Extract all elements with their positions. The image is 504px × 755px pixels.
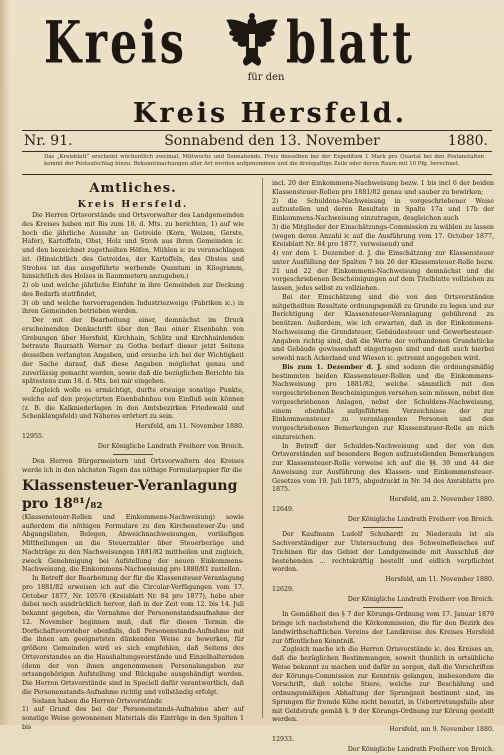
article-separator [363,607,403,608]
issue-number: Nr. 91. [24,133,73,149]
article-paragraph: Zugleich wolle es ermächtigt, durfte etwaige sonstige Punkte, welche auf den projectirten Eisenbahnbau von Einfluß sein können (z. B. die Kalkniederlagen in den Amtsbezirken Friedewald und Schenklengsfeld) und Näheres erörtert zu sein. [22,387,244,421]
article-paragraph: 3) ob und welche hervorragenden Industriezweige (Fabriken ic.) in ihren Gemeinden betrieben werden. [22,299,244,316]
issue-date: Sonnabend den 13. November [164,133,380,149]
article-paragraph: In Gemäßheit des § 7 der Körungs-Ordnung vom 17. Januar 1879 bringe ich nachstehend die Körkommission, die für den Bezirk des landwirthschaftlichen Vereins der Landkreise des Kreises Hersfeld zur öffentlichen Kenntniß. [272,611,494,645]
deadline-emphasis: Bis zum 1. Dezember d. J. [282,363,382,371]
signature-name: Der Königliche Landrath Freiherr von Broich. [347,595,494,603]
article-paragraph: Sodann haben die Herren Ortsvorstände [32,697,163,705]
signature-name: Der Königliche Landrath Freiherr von Broich. [347,515,494,523]
article-paragraph: In Betreff der Schulden-Nachweisung und der von den Ortsvorständen auf besondere Bogen aufzustellenden Bemerkungen zur Klassensteuer-Rolle verweise ich auf die §§. 39 und 44 der Anweisung zur Ausführung des Klassen- und Einkommensteuer-Gesetzes vom 19. Juli 1875, abgedruckt in Nr. 34 des Amtsblatts pro 1875. [272,442,494,494]
article-paragraph: 3) die Mitglieder der Einschätzungs-Commission zu wählen zu lassen (wegen deren Anzahl ic auf die Ausführung vom 17. October 1877, Kreisblatt Nr. 84 pro 1877, verweisend) und [272,223,494,249]
dateline-rule [22,151,492,152]
article-paragraph: Zugleich mache ich die Herren Ortsvorstände ic. des Kreises an, daß die bezüglichen Bestimmungen, soweit thunlich in ortsübliche Weise bekannt zu machen und dafür zu sorgen, daß die Vorschriften der Körungs-Commission zur Kenntnis gelangen, insbesondere die Vorschrift, daß solche Stiere, welche zur Beschälung und ordnungsmäßigen Abhaltung der Sprungzeit bestimmt sind, im Sprungen für fremde Kühe nicht benutzt, in Uebertretungsfalle aber mit Geldstrafe gemäß §. 9 der Körungs-Ordnung zur Körung gestellt werden. [272,646,494,724]
article-paragraph-text: sind sodann die ordnungsmäßig bestimmten beiden Klassensteuer-Rollen und die Einkommens-Nachweisung pro 1881/82, welche sämmtlich mit den vorgeschriebenen Bescheinigungen versehen sein müssen, nebst den vorgeschriebenen Anlagen, nebst der Schuldens-Nachweisung, einem ebenfalls aufgeführten Verzeichnisse der zur Einkommensteuer zu veranlagenden Personen und den vorgeschriebenen Bemerkungen zur Klassensteuer-Rolle an mich einzureichen. [272,363,494,441]
notice-rule [22,174,492,175]
article-paragraph: Der Kaufmann Ludolf Schuhardt zu Niederaula ist als Sachverständiger zur Untersuchung des Schweinefleisches auf Trichinen für das Gebiet der Landgemeinde mit Ausschluß der bestehenden ... rechtskräftig bestellt und eidlich verpflichtet worden. [272,531,494,574]
signature-name: Der Königliche Landrath Freiherr von Broich. [347,745,494,753]
article-paragraph: 4) vor dem 1. Dezember d. J. die Einschätzung zur Klassensteuer unter Ausfüllung der Spalten 7 bis 26 der Klassensteuer-Rolle bezw. 21 und 22 der Einkommens-Nachweisung demnächst und die vorgeschriebenen Bescheinigungen auf dem Titelblatte vollziehen zu lassen, jedes selbst zu vollziehen. [272,250,494,292]
page-edge-shadow [0,0,10,725]
subscription-notice: Das „Kreisblatt“ erscheint wöchentlich zweimal, Mittwochs und Sonnabends. Preis desselben bei der Expedition 1 Mark pro Quartal bei den Postanstalten kommt der Postaufschlag hinzu. Bekanntmachungen aller Art werden aufgenommen und die dreispaltige Zeile oder deren Raum mit 10 Pfg. berechnet. [44,154,484,167]
masthead [40,6,490,98]
signature-date: Hersfeld, am 11. November 1880. [135,423,244,430]
section-subheading-kreis: Kreis Hersfeld. [77,199,189,210]
article-paragraph: 1) auf Grund des bei der Personenstands-Aufnahme aber auf sonstige Weise gewonnenen Materials die Einträge in den Spalten 1 bis [22,706,244,731]
masthead-kreis-name: Kreis Hersfeld. [132,98,408,129]
article-paragraph: incl. 20 der Einkommens-Nachweisung bezw. 1 bis incl 6 der beiden Klassensteuer-Rollen pro 1881/82 genau und sauber zu bewirken; [272,180,494,196]
signature-date: Hersfeld, am 2. November 1880. [389,496,494,503]
column-right [272,180,494,755]
article-paragraph [272,364,494,443]
column-left [22,180,244,733]
article-separator [113,454,153,455]
masthead-fuer-den: für den [247,72,285,83]
article-separator [363,527,403,528]
signature-number: 12933. [272,735,295,743]
article-paragraph: Die Herren Ortsvorstände und Ortsvorwalter des Landgemeinden des Kreises haben mit Bis zum 18. d. Mts. zu berichten, 1) auf wie hoch die jährliche Aussuhr an Getreide (Korn, Weizen, Gerste, Hafer), Kartoffeln, Obst, Holz und Stroh aus ihren Gemeinden ic. und den bezeichnet zugetheilten Höfen, Mühlen ic zu veranschlagen ist. (Hinsichtlich des Getreides, der Kartoffeln, des Obstes und Strohes ist das ausgeführte werbende Quantum in Kilogramm, hinsichtlich des Holzes in Raummetern anzugeben.) [22,212,244,281]
article-paragraph: Der mit der Bearbeitung einer, demnächst im Druck erscheinenden Denkschrift über den Bau einer Eisenbahn von Grebungen über Hersfeld, Kirchhain, Schlitz und Kirchhainlenden betraute Bauraath Werner zu Gotha bedarf dieser jetzt Seitens desselben verlangten Angaben, und ersuche ich bei der Wichtigkeit der Sache darauf, daß diese Angaben möglichst genau und zuverlässig gemacht werden, sowie daß die bezüglichen Berichte bis spätestens zum 18. d. Mts. bei mir eingehen. [22,317,244,386]
masthead-title-left: Kreis [44,10,187,78]
signature-number: 12629. [272,585,295,593]
signature-date: Hersfeld, am 11. November 1880. [385,576,494,583]
issue-dateline [22,133,492,151]
article-paragraph: In Betreff der Bearbeitung der für die Klassensteuer-Veranlagung pro 1881/82 erweisen ich auf die Circular-Verfügungen vom 17. October 1877, Nr. 10576 (Kreisblatt Nr. 84 pro 1877), hebe aber dabei noch ausdrücklich hervor, daß in der Zeit vom 12. bis 14. Juli bekannt gegeben, die Vornahme der Personenstandsaufnahme der 12. November beginnen muß, daß für diesen Termin die Dorfschaftsvorsteher ebenfalls, daß Personenstands-Aufnahme mit die ihnen am geeignetsten dünkenden Weise zu bewerken, für größere Gemeinden wird es sich empfehlen, daß Seitens des Ortsvorstandes an die Haushaltungsvorstände und Einzelhalternden (denn der von ihnen angenommenen Personalangaben zur ortsangehörigen Aufstellung und Rückgabe ausgehändigt werden. Die Herren Ortsvorstände sind in Speciell dafür verantwortlich, daß die Personenstands-Aufnahme richtig und vollständig erfolgt. [22,575,244,696]
issue-year: 1880. [447,133,488,149]
section-heading-amtliches: Amtliches. [89,181,177,196]
signature-date: Hersfeld, am 9. November 1880. [389,726,494,733]
masthead-title-right: blatt [286,10,415,78]
klassensteuer-heading: Klassensteuer-Veranlagung pro 18⁸¹/₈₂ [22,477,238,512]
article-paragraph: 2) ob und welche jährliche Einfuhr in ihre Gemeinden zur Deckung des Bedarfs stattfindet, [22,282,244,298]
article-paragraph: Bei der Einschätzung sind die von den Ortsvorständen mitgetheilten Resultate ordnungsgemäß zu Grunde zu legen und zur Berichtigung der Klassensteuer-Veranlagung gebührend zu benützen. Außerdem, wie ich erwarten, daß in der Einkommens-Nachweisung die Grundsteuer, Gebäudesteuer und Gewerbesteuer-Angaben richtig sind, daß die Werte der vorhandenen Grundstücke und Gebäude gewissenhaft eingetragen sind und daß auch hierbei sowohl nach Ackerland und Wiesen ic. getrennt angegeben wird. [272,293,494,362]
article-paragraph: Den Herren Bürgermeistern und Ortsvorwaltern des Kreises werde ich in den nächsten Tagen das nöthige Formularpapier für die [22,458,244,474]
signature-number: 12955. [22,432,45,440]
article-paragraph: (Klassensteuer-Rollen und Einkommens-Nachweisung) sowie außerdem die nöthigen Formulare zu den Kirchensteuer-Zu- und Abgangslisten, Belegen, Abweichnachweisungen, vorläufigen Mittheilungen an die Steuerzahler über Steuerbezüge und Nachträge zu den Nachweisungen 1881/82 mittheilen und zugleich, zweck Genehmigung bei Aufstellung der neuen Einkommens-Nachweisung, die Einkommens-Nachweisung pro 1880/81 zustellen. [22,513,244,574]
eagle-emblem-icon [220,12,284,72]
signature-number: 12649. [272,505,295,513]
column-divider [262,178,263,718]
top-rule [22,130,492,131]
signature-name: Der Königliche Landrath Freiherr von Broich. [97,442,244,450]
article-paragraph: 2) die Schuldens-Nachweisung in vorgeschriebener Weise aufzustellen und deren Resultate in Spalte 17a und 17b der Einkommens-Nachweisung einzutragen, desgleichen auch [272,197,494,222]
